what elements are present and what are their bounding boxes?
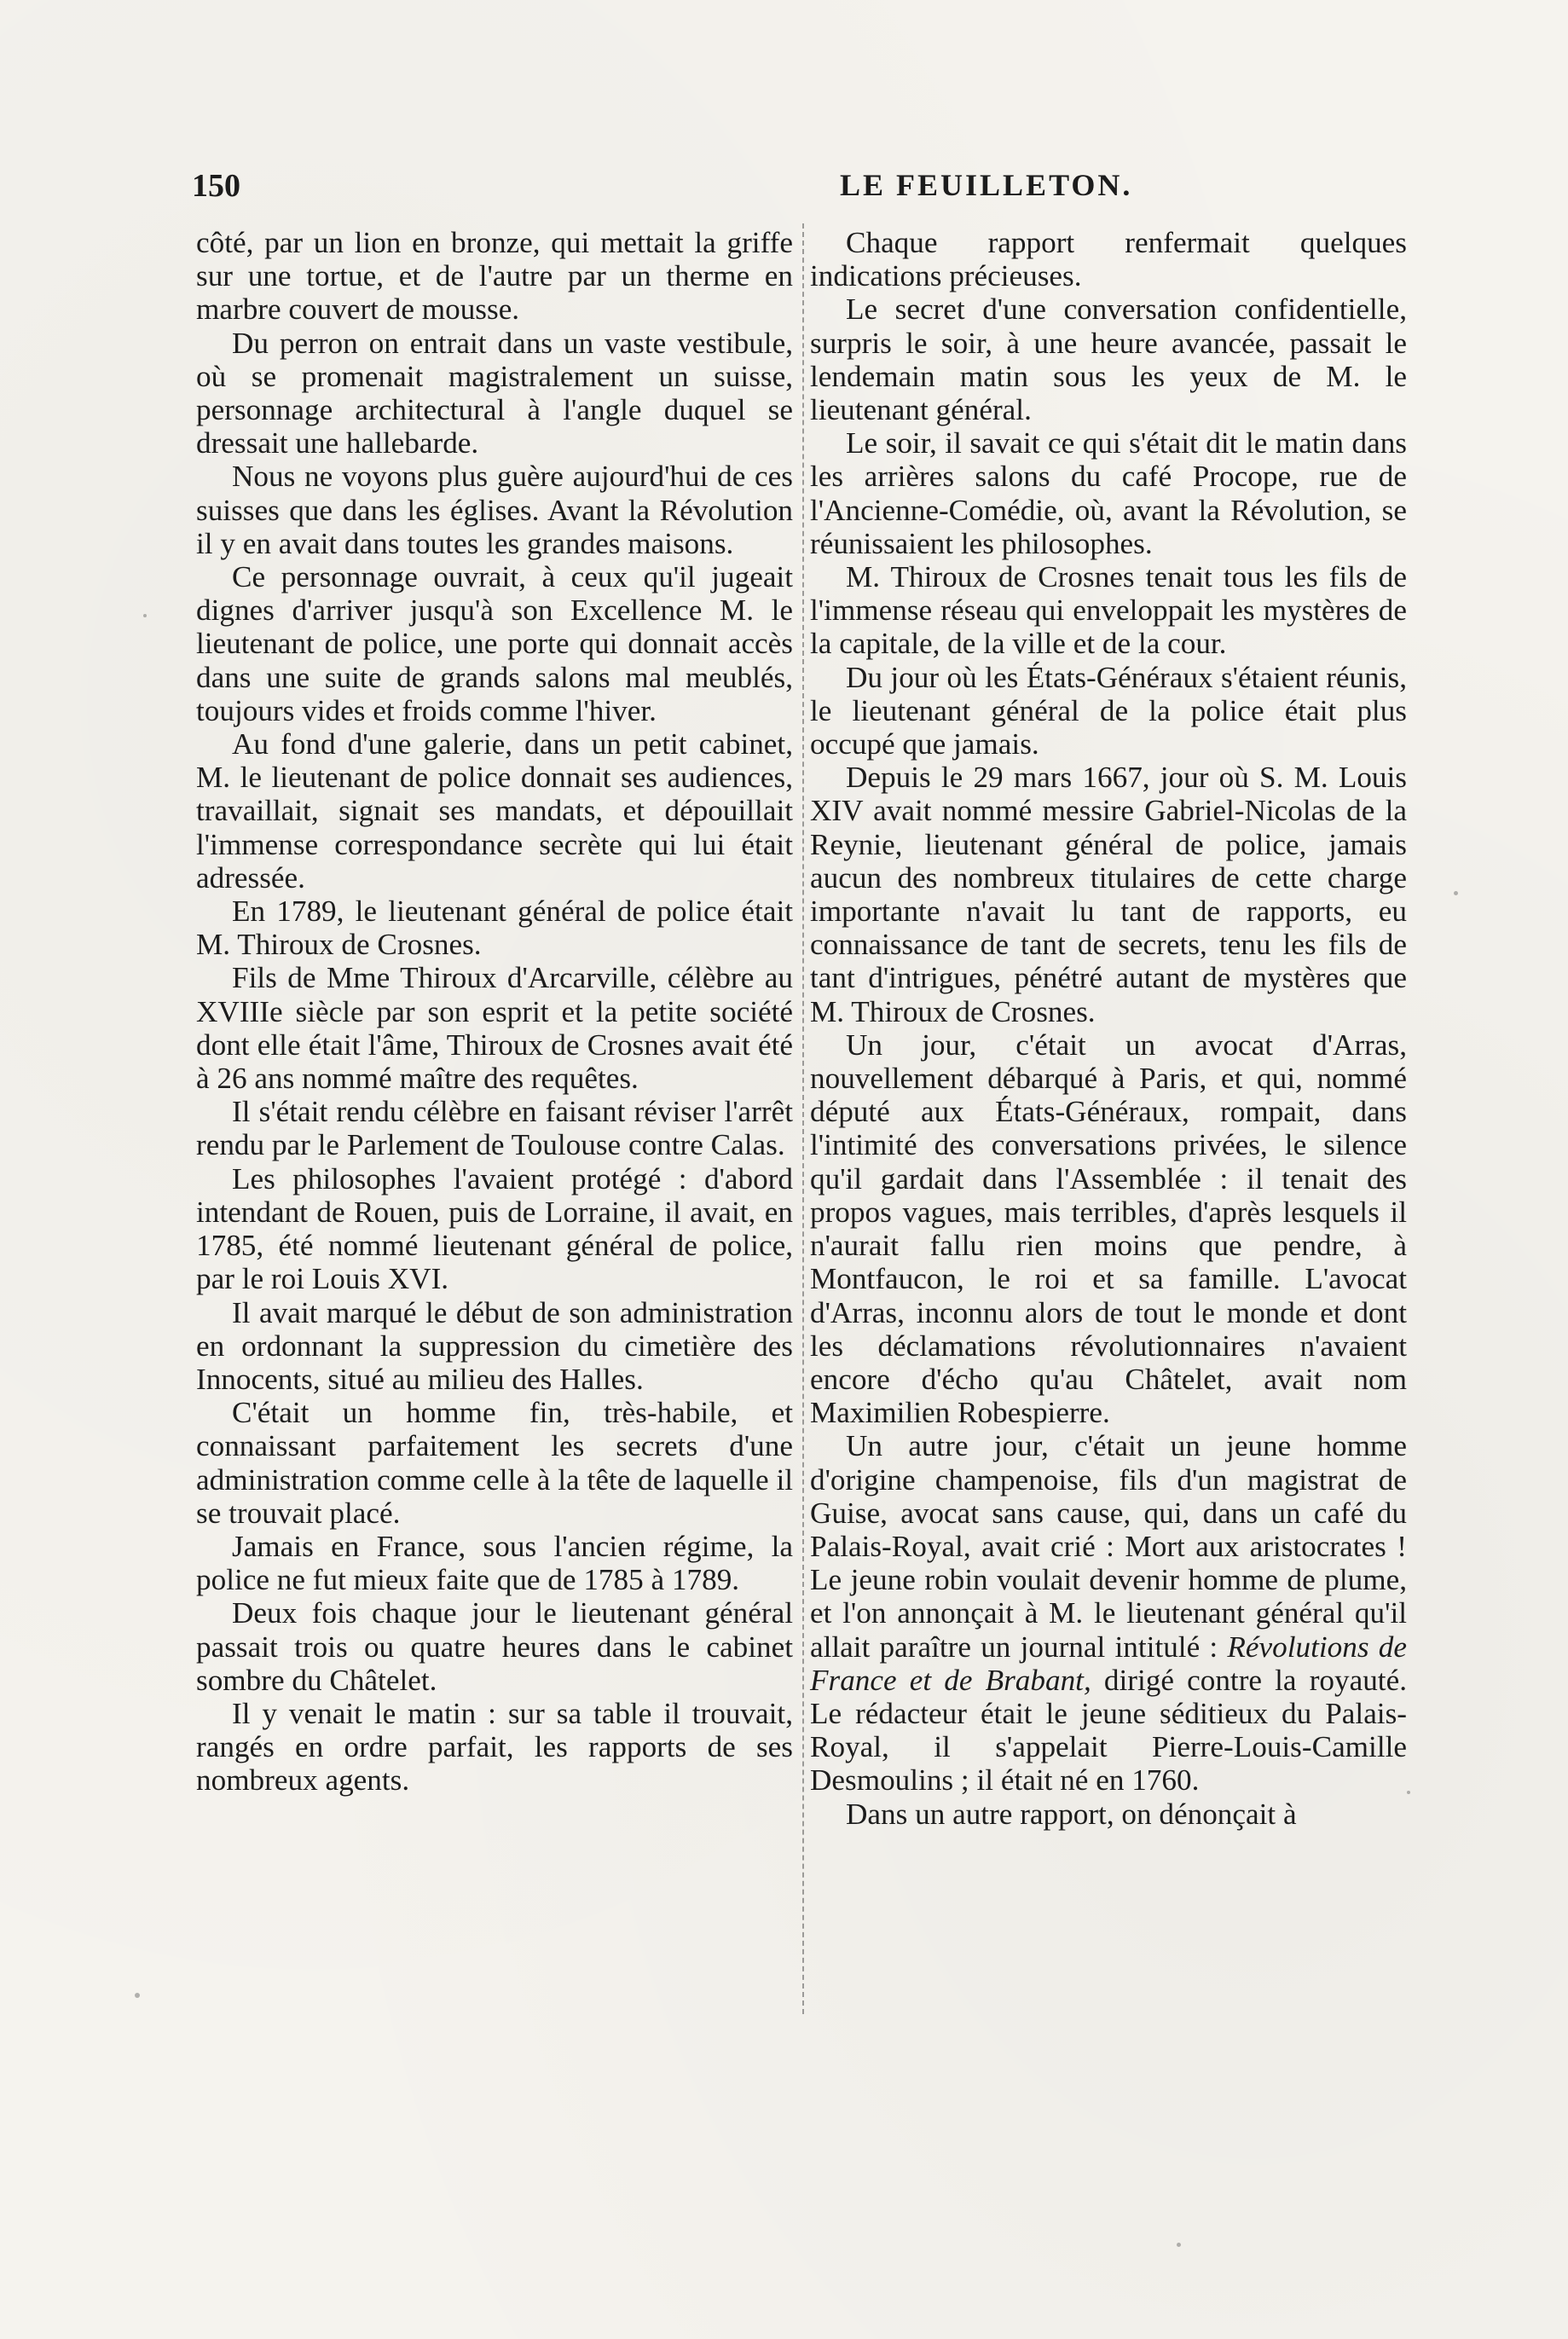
scan-speck: [143, 614, 147, 617]
paragraph: Il avait marqué le début de son administration en ordonnant la suppression du cimetière des Innocents, situé au milieu des Halles.: [196, 1295, 793, 1396]
paragraph: C'était un homme fin, très-habile, et connaissant parfaitement les secrets d'une administration comme celle à la tête de laquelle il se trouvait placé.: [196, 1396, 793, 1530]
page-number: 150: [192, 168, 240, 204]
paragraph: Depuis le 29 mars 1667, jour où S. M. Louis XIV avait nommé messire Gabriel-Nicolas de la Reynie, lieutenant général de police, jamais aucun des nombreux titulaires de cette charge importante n'avait lu tant de rapports, eu connaissance de tant de secrets, tenu les fils de tant d'intrigues, pénétré autant de mystères que M. Thiroux de Crosnes.: [810, 761, 1407, 1028]
paragraph: Il y venait le matin : sur sa table il trouvait, rangés en ordre parfait, les rapports de ses nombreux agents.: [196, 1696, 793, 1798]
paragraph: Du jour où les États-Généraux s'étaient réunis, le lieutenant général de la police était plus occupé que jamais.: [810, 660, 1407, 761]
column-divider: [802, 223, 804, 2014]
paragraph: côté, par un lion en bronze, qui mettait la griffe sur une tortue, et de l'autre par un therme en marbre couvert de mousse.: [196, 226, 793, 327]
page-header: [192, 167, 1403, 210]
paragraph: En 1789, le lieutenant général de police était M. Thiroux de Crosnes.: [196, 894, 793, 962]
left-column: [196, 226, 793, 1798]
paragraph: Le secret d'une conversation confidentielle, surpris le soir, à une heure avancée, passait le lendemain matin sous les yeux de M. le lieutenant général.: [810, 292, 1407, 427]
paragraph: Le soir, il savait ce qui s'était dit le matin dans les arrières salons du café Procope, rue de l'Ancienne-Comédie, où, avant la Révolution, se réunissaient les philosophes.: [810, 426, 1407, 560]
paragraph: Dans un autre rapport, on dénonçait à: [846, 1797, 1297, 1831]
paragraph: Les philosophes l'avaient protégé : d'abord intendant de Rouen, puis de Lorraine, il avait, en 1785, été nommé lieutenant général de police, par le roi Louis XVI.: [196, 1161, 793, 1296]
scan-speck: [1454, 891, 1458, 895]
paragraph: [810, 1429, 1407, 1797]
paragraph: Il s'était rendu célèbre en faisant réviser l'arrêt rendu par le Parlement de Toulouse contre Calas.: [196, 1095, 793, 1162]
paragraph: Chaque rapport renfermait quelques indications précieuses.: [810, 226, 1407, 293]
paragraph: Au fond d'une galerie, dans un petit cabinet, M. le lieutenant de police donnait ses audiences, travaillait, signait ses mandats, et dépouillait l'immense correspondance secrète qui lui était adressée.: [196, 727, 793, 894]
paragraph: Un jour, c'était un avocat d'Arras, nouvellement débarqué à Paris, et qui, nommé député aux États-Généraux, rompait, dans l'intimité des conversations privées, le silence qu'il gardait dans l'Assemblée : il tenait des propos vagues, mais terribles, d'après lesquels il n'aurait fallu rien moins que pendre, à Montfaucon, le roi et sa famille. L'avocat d'Arras, inconnu alors de tout le monde et dont les déclamations révolutionnaires n'avaient encore d'écho qu'au Châtelet, avait nom Maximilien Robespierre.: [810, 1028, 1407, 1430]
paragraph: Ce personnage ouvrait, à ceux qu'il jugeait dignes d'arriver jusqu'à son Excellence M. le lieutenant de police, une porte qui donnait accès dans une suite de grands salons mal meublés, toujours vides et froids comme l'hiver.: [196, 560, 793, 727]
journal-title: Révolutions de France et de Brabant,: [810, 1630, 1407, 1697]
paragraph: Deux fois chaque jour le lieutenant général passait trois ou quatre heures dans le cabinet sombre du Châtelet.: [196, 1596, 793, 1697]
paragraph: Fils de Mme Thiroux d'Arcarville, célèbre au XVIIIe siècle par son esprit et la petite société dont elle était l'âme, Thiroux de Crosnes avait été à 26 ans nommé maître des requêtes.: [196, 961, 793, 1096]
paragraph: Jamais en France, sous l'ancien régime, la police ne fut mieux faite que de 1785 à 1789.: [196, 1529, 793, 1597]
paragraph-text: dirigé contre la royauté. Le rédacteur était le jeune séditieux du Palais-Royal, il s'appelait Pierre-Louis-Camille Desmoulins ; il était né en 1760.: [810, 1663, 1407, 1798]
scan-speck: [135, 1993, 140, 1998]
scan-speck: [1407, 1791, 1410, 1794]
paragraph: Du perron on entrait dans un vaste vestibule, où se promenait magistralement un suisse, personnage architectural à l'angle duquel se dressait une hallebarde.: [196, 326, 793, 460]
paragraph: M. Thiroux de Crosnes tenait tous les fils de l'immense réseau qui enveloppait les mystères de la capitale, de la ville et de la cour.: [810, 560, 1407, 661]
running-title: LE FEUILLETON.: [840, 168, 1133, 202]
right-column: [810, 226, 1407, 1831]
paragraph-text: Un autre jour, c'était un jeune homme d'origine champenoise, fils d'un magistrat de Guise, avocat sans cause, qui, dans un café du Palais-Royal, avait crié : Mort aux aristocrates ! Le jeune robin voulait devenir homme de plume, et l'on annonçait à M. le lieutenant général qu'il allait paraître un journal intitulé :: [810, 1429, 1407, 1664]
paragraph: Nous ne voyons plus guère aujourd'hui de ces suisses que dans les églises. Avant la Révolution il y en avait dans toutes les grandes maisons.: [196, 460, 793, 560]
scan-speck: [1177, 2243, 1181, 2247]
